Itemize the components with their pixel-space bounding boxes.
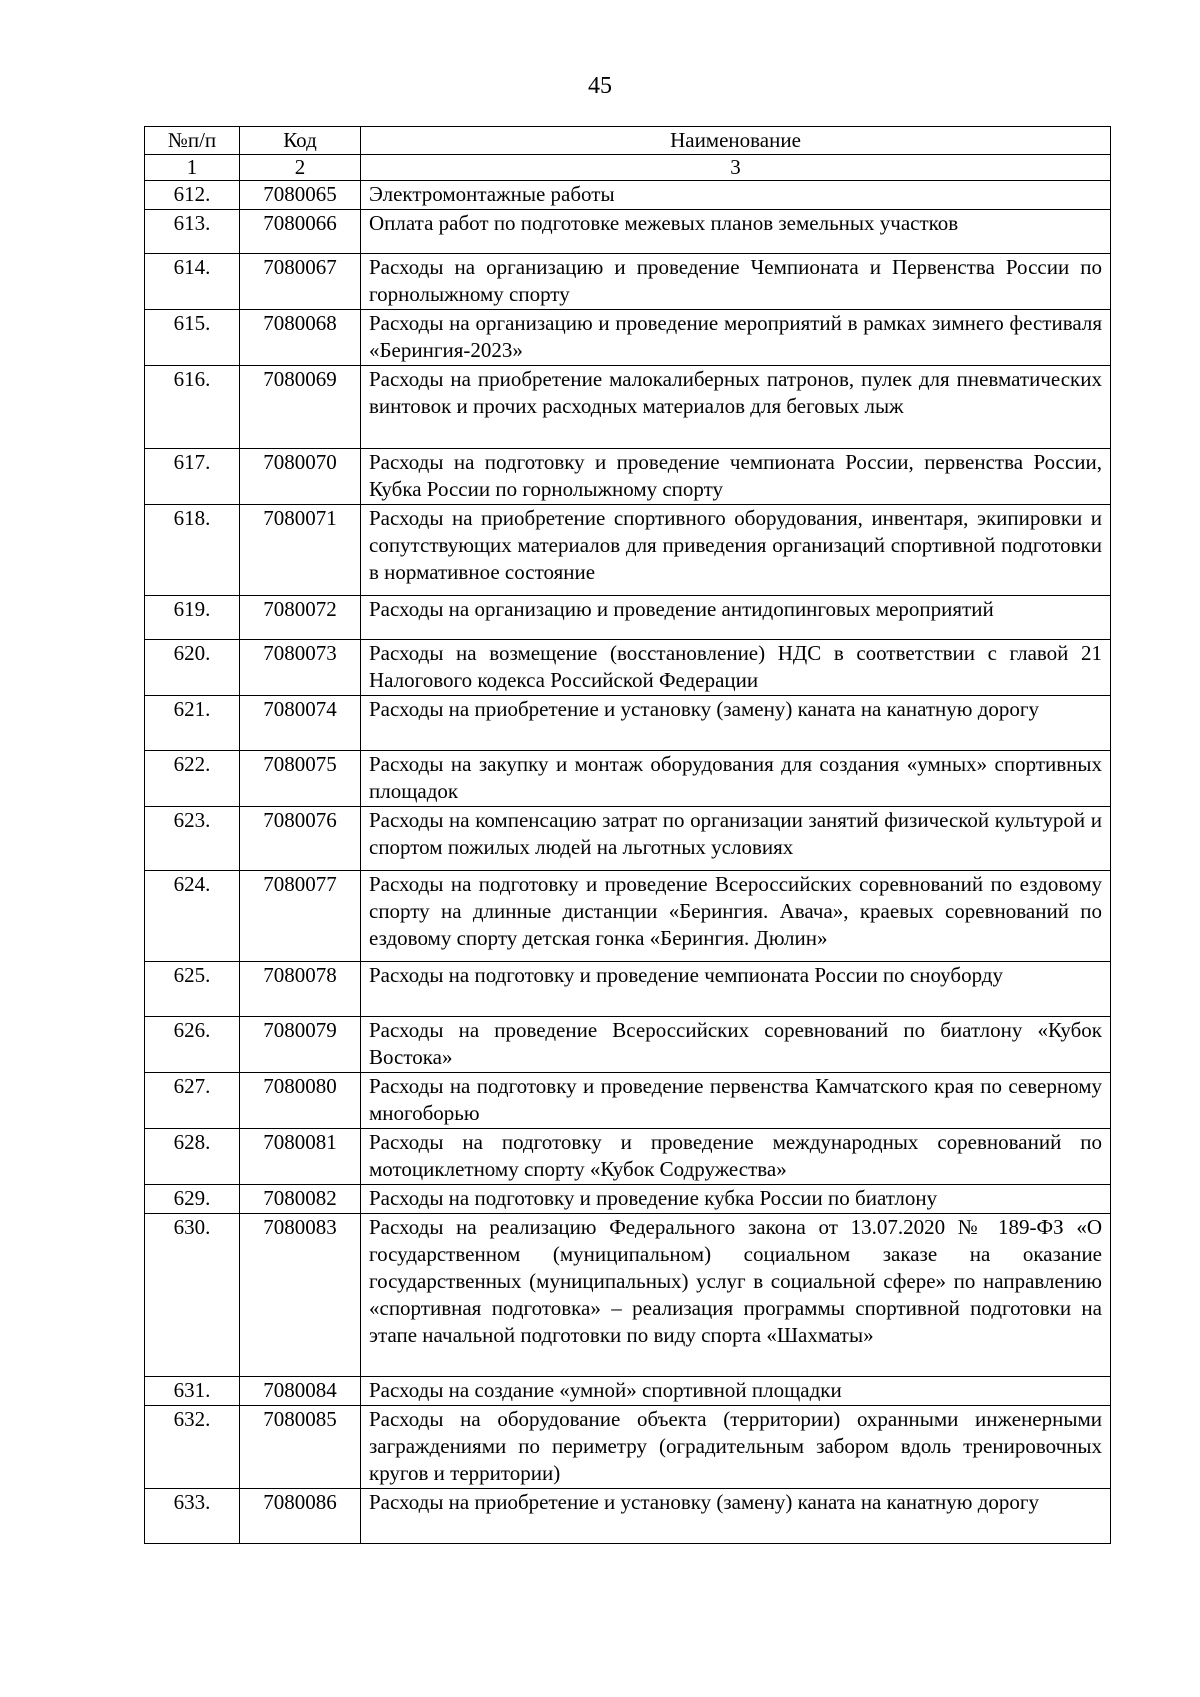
row-number: 620. — [145, 640, 240, 696]
row-name: Расходы на компенсацию затрат по организации занятий физической культурой и спортом пожилых людей на льготных условиях — [361, 807, 1111, 871]
row-number: 623. — [145, 807, 240, 871]
table-row — [145, 1129, 1111, 1185]
row-code: 7080073 — [240, 640, 361, 696]
row-code: 7080070 — [240, 449, 361, 505]
row-code: 7080067 — [240, 254, 361, 310]
row-name: Расходы на приобретение и установку (замену) каната на канатную дорогу — [361, 1489, 1111, 1544]
row-number: 621. — [145, 696, 240, 751]
row-code: 7080081 — [240, 1129, 361, 1185]
row-name: Расходы на приобретение и установку (замену) каната на канатную дорогу — [361, 696, 1111, 751]
table-row — [145, 1214, 1111, 1377]
row-number: 633. — [145, 1489, 240, 1544]
row-number: 613. — [145, 210, 240, 254]
row-number: 617. — [145, 449, 240, 505]
row-name: Расходы на подготовку и проведение чемпионата России, первенства России, Кубка России по горнолыжному спорту — [361, 449, 1111, 505]
row-name: Расходы на создание «умной» спортивной площадки — [361, 1377, 1111, 1406]
header-name: Наименование — [361, 127, 1111, 155]
row-name: Оплата работ по подготовке межевых планов земельных участков — [361, 210, 1111, 254]
row-code: 7080077 — [240, 871, 361, 962]
table-row — [145, 640, 1111, 696]
table-row — [145, 596, 1111, 640]
header-number: №п/п — [145, 127, 240, 155]
table-row — [145, 1185, 1111, 1214]
row-name: Расходы на закупку и монтаж оборудования для создания «умных» спортивных площадок — [361, 751, 1111, 807]
row-number: 616. — [145, 366, 240, 449]
table-row — [145, 807, 1111, 871]
table-row — [145, 310, 1111, 366]
row-name: Расходы на приобретение малокалиберных патронов, пулек для пневматических винтовок и прочих расходных материалов для беговых лыж — [361, 366, 1111, 449]
row-name: Расходы на организацию и проведение Чемпионата и Первенства России по горнолыжному спорту — [361, 254, 1111, 310]
row-code: 7080072 — [240, 596, 361, 640]
row-number: 624. — [145, 871, 240, 962]
row-number: 630. — [145, 1214, 240, 1377]
row-name: Электромонтажные работы — [361, 181, 1111, 210]
row-number: 622. — [145, 751, 240, 807]
row-number: 615. — [145, 310, 240, 366]
row-name: Расходы на приобретение спортивного оборудования, инвентаря, экипировки и сопутствующих материалов для приведения организаций спортивной подготовки в нормативное состояние — [361, 505, 1111, 596]
row-code: 7080082 — [240, 1185, 361, 1214]
table-row — [145, 366, 1111, 449]
page-number: 45 — [588, 73, 612, 99]
row-code: 7080074 — [240, 696, 361, 751]
column-number-3: 3 — [361, 155, 1111, 181]
row-code: 7080066 — [240, 210, 361, 254]
row-code: 7080078 — [240, 962, 361, 1017]
row-name: Расходы на организацию и проведение антидопинговых мероприятий — [361, 596, 1111, 640]
row-code: 7080065 — [240, 181, 361, 210]
row-name: Расходы на подготовку и проведение первенства Камчатского края по северному многоборью — [361, 1073, 1111, 1129]
table-row — [145, 181, 1111, 210]
table-row — [145, 449, 1111, 505]
table-row — [145, 1489, 1111, 1544]
row-name: Расходы на реализацию Федерального закона от 13.07.2020 № 189-ФЗ «О государственном (муниципальном) социальном заказе на оказание государственных (муниципальных) услуг в социальной сфере» по направлению «спортивная подготовка» – реализация программы спортивной подготовки на этапе начальной подготовки по виду спорта «Шахматы» — [361, 1214, 1111, 1377]
row-number: 631. — [145, 1377, 240, 1406]
row-name: Расходы на подготовку и проведение кубка России по биатлону — [361, 1185, 1111, 1214]
row-code: 7080084 — [240, 1377, 361, 1406]
column-number-1: 1 — [145, 155, 240, 181]
table-row — [145, 254, 1111, 310]
row-name: Расходы на подготовку и проведение международных соревнований по мотоциклетному спорту «Кубок Содружества» — [361, 1129, 1111, 1185]
row-number: 628. — [145, 1129, 240, 1185]
row-name: Расходы на подготовку и проведение Всероссийских соревнований по ездовому спорту на длинные дистанции «Берингия. Авача», краевых соревнований по ездовому спорту детская гонка «Берингия. Дюлин» — [361, 871, 1111, 962]
row-name: Расходы на возмещение (восстановление) НДС в соответствии с главой 21 Налогового кодекса Российской Федерации — [361, 640, 1111, 696]
row-number: 629. — [145, 1185, 240, 1214]
table-row — [145, 505, 1111, 596]
table-row — [145, 210, 1111, 254]
row-name: Расходы на проведение Всероссийских соревнований по биатлону «Кубок Востока» — [361, 1017, 1111, 1073]
row-code: 7080075 — [240, 751, 361, 807]
row-number: 618. — [145, 505, 240, 596]
table-row — [145, 1406, 1111, 1489]
row-number: 626. — [145, 1017, 240, 1073]
column-numbers-row — [145, 155, 1111, 181]
table-row — [145, 1073, 1111, 1129]
table-row — [145, 696, 1111, 751]
row-number: 612. — [145, 181, 240, 210]
codes-table — [144, 126, 1111, 1544]
row-code: 7080079 — [240, 1017, 361, 1073]
row-code: 7080080 — [240, 1073, 361, 1129]
row-number: 619. — [145, 596, 240, 640]
row-name: Расходы на оборудование объекта (территории) охранными инженерными заграждениями по периметру (оградительным забором вдоль тренировочных кругов и территории) — [361, 1406, 1111, 1489]
header-code: Код — [240, 127, 361, 155]
table-header-row — [145, 127, 1111, 155]
row-code: 7080085 — [240, 1406, 361, 1489]
row-number: 614. — [145, 254, 240, 310]
row-number: 625. — [145, 962, 240, 1017]
row-code: 7080071 — [240, 505, 361, 596]
table-row — [145, 962, 1111, 1017]
table-row — [145, 1377, 1111, 1406]
row-code: 7080076 — [240, 807, 361, 871]
row-code: 7080086 — [240, 1489, 361, 1544]
row-name: Расходы на организацию и проведение мероприятий в рамках зимнего фестиваля «Берингия-2023» — [361, 310, 1111, 366]
row-code: 7080069 — [240, 366, 361, 449]
table-row — [145, 751, 1111, 807]
row-number: 627. — [145, 1073, 240, 1129]
table-row — [145, 1017, 1111, 1073]
row-number: 632. — [145, 1406, 240, 1489]
table-row — [145, 871, 1111, 962]
row-name: Расходы на подготовку и проведение чемпионата России по сноуборду — [361, 962, 1111, 1017]
column-number-2: 2 — [240, 155, 361, 181]
row-code: 7080068 — [240, 310, 361, 366]
row-code: 7080083 — [240, 1214, 361, 1377]
